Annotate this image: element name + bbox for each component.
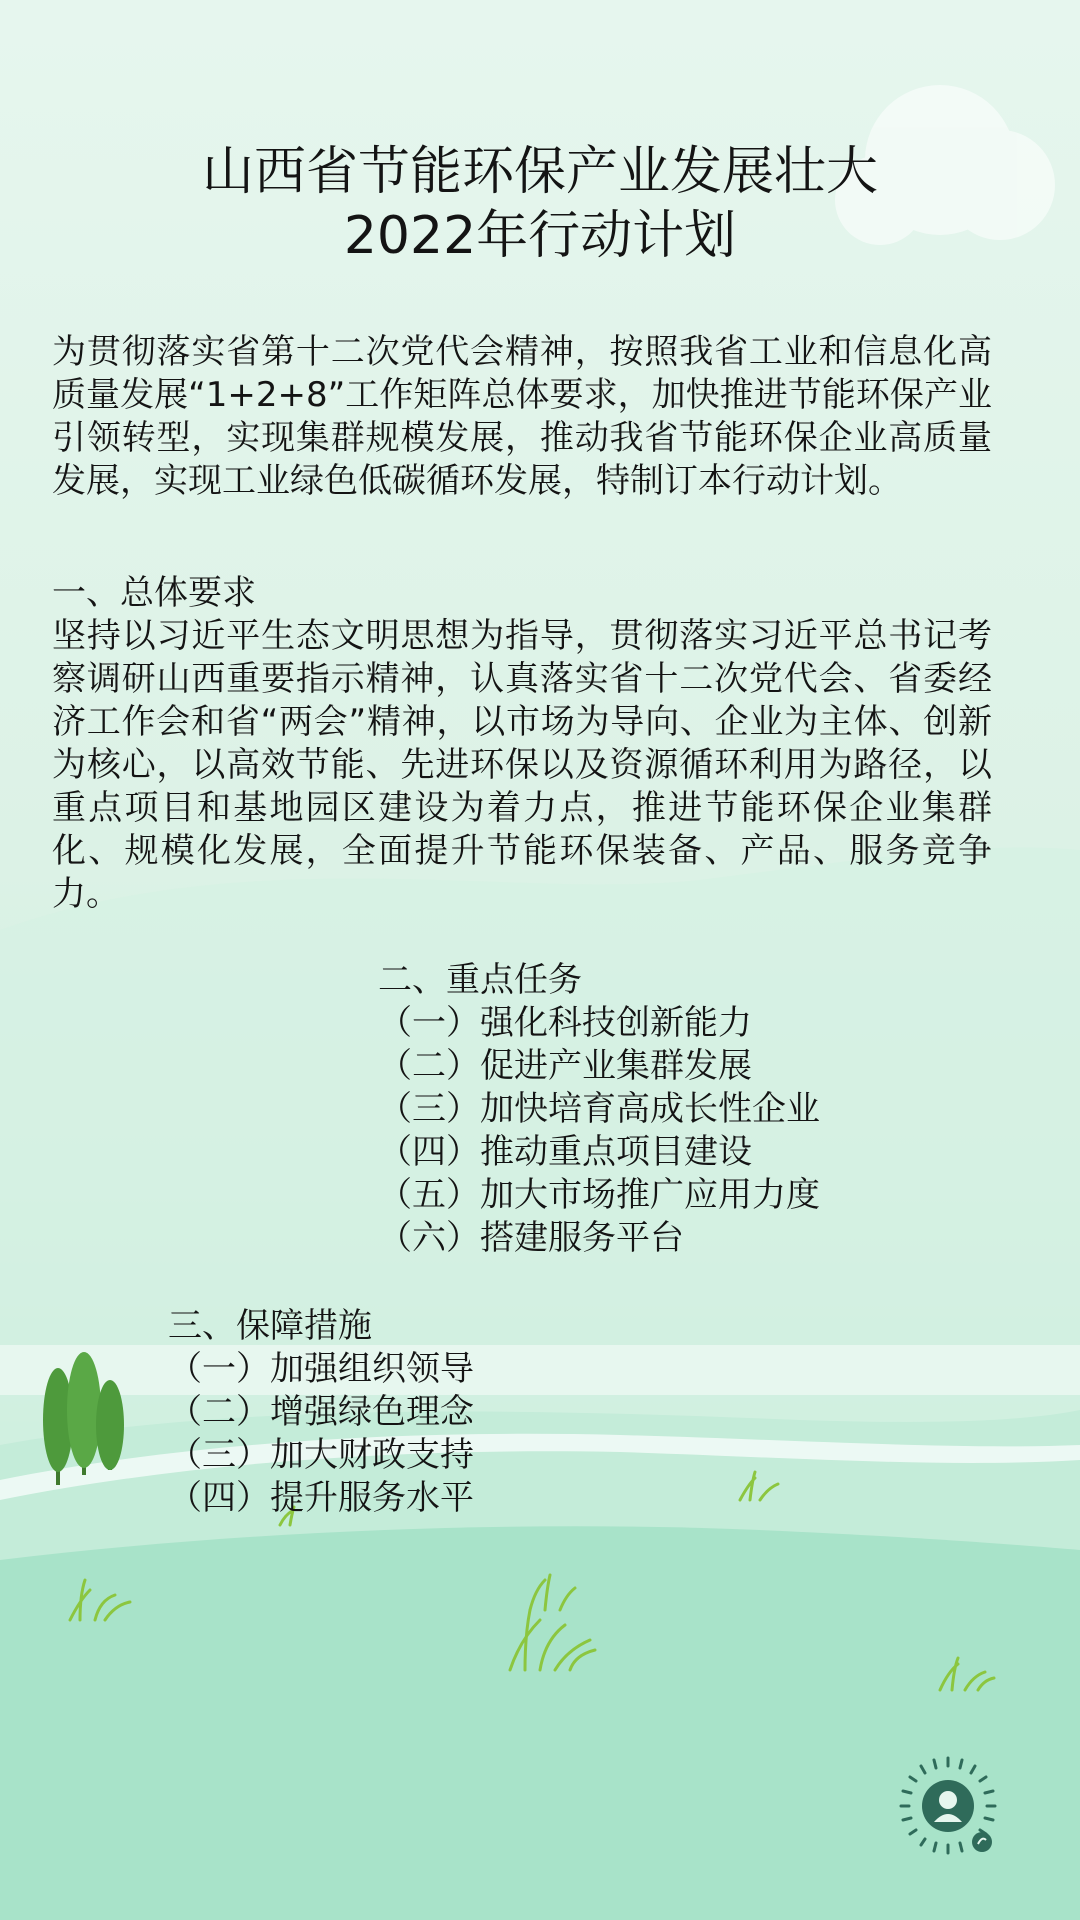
section3-heading: 三、保障措施 — [168, 1306, 372, 1346]
list-item: （一）强化科技创新能力 — [378, 1003, 752, 1043]
list-item: （六）搭建服务平台 — [378, 1218, 684, 1258]
list-item: （五）加大市场推广应用力度 — [378, 1175, 820, 1215]
section1-heading: 一、总体要求 — [52, 573, 256, 613]
section2-heading: 二、重点任务 — [378, 960, 582, 1000]
light-band — [0, 1345, 1080, 1395]
page-title-line2: 2022年行动计划 — [343, 206, 737, 266]
section1-body: 坚持以习近平生态文明思想为指导，贯彻落实习近平总书记考察调研山西重要指示精神，认真落实省十二次党代会、省委经济工作会和省“两会”精神，以市场为导向、企业为主体、创新为核心，以高效节能、先进环保以及资源循环利用为路径，以重点项目和基地园区建设为着力点，推进节能环保企业集群化、规模化发展，全面提升节能环保装备、产品、服务竞争力。 — [52, 616, 992, 914]
section2-list — [378, 1002, 820, 1260]
mini-program-code-icon[interactable] — [896, 1754, 1000, 1858]
page-title-line1: 山西省节能环保产业发展壮大 — [201, 142, 878, 202]
intro-paragraph: 为贯彻落实省第十二次党代会精神，按照我省工业和信息化高质量发展“1+2+8”工作矩阵总体要求，加快推进节能环保产业引领转型，实现集群规模发展，推动我省节能环保企业高质量发展，实现工业绿色低碳循环发展，特制订本行动计划。 — [52, 332, 992, 501]
list-item: （四）提升服务水平 — [168, 1478, 474, 1518]
list-item: （二）增强绿色理念 — [168, 1392, 474, 1432]
list-item: （二）促进产业集群发展 — [378, 1046, 752, 1086]
section3-list — [168, 1348, 474, 1520]
list-item: （四）推动重点项目建设 — [378, 1132, 752, 1172]
list-item: （三）加快培育高成长性企业 — [378, 1089, 820, 1129]
list-item: （一）加强组织领导 — [168, 1349, 474, 1389]
list-item: （三）加大财政支持 — [168, 1435, 474, 1475]
